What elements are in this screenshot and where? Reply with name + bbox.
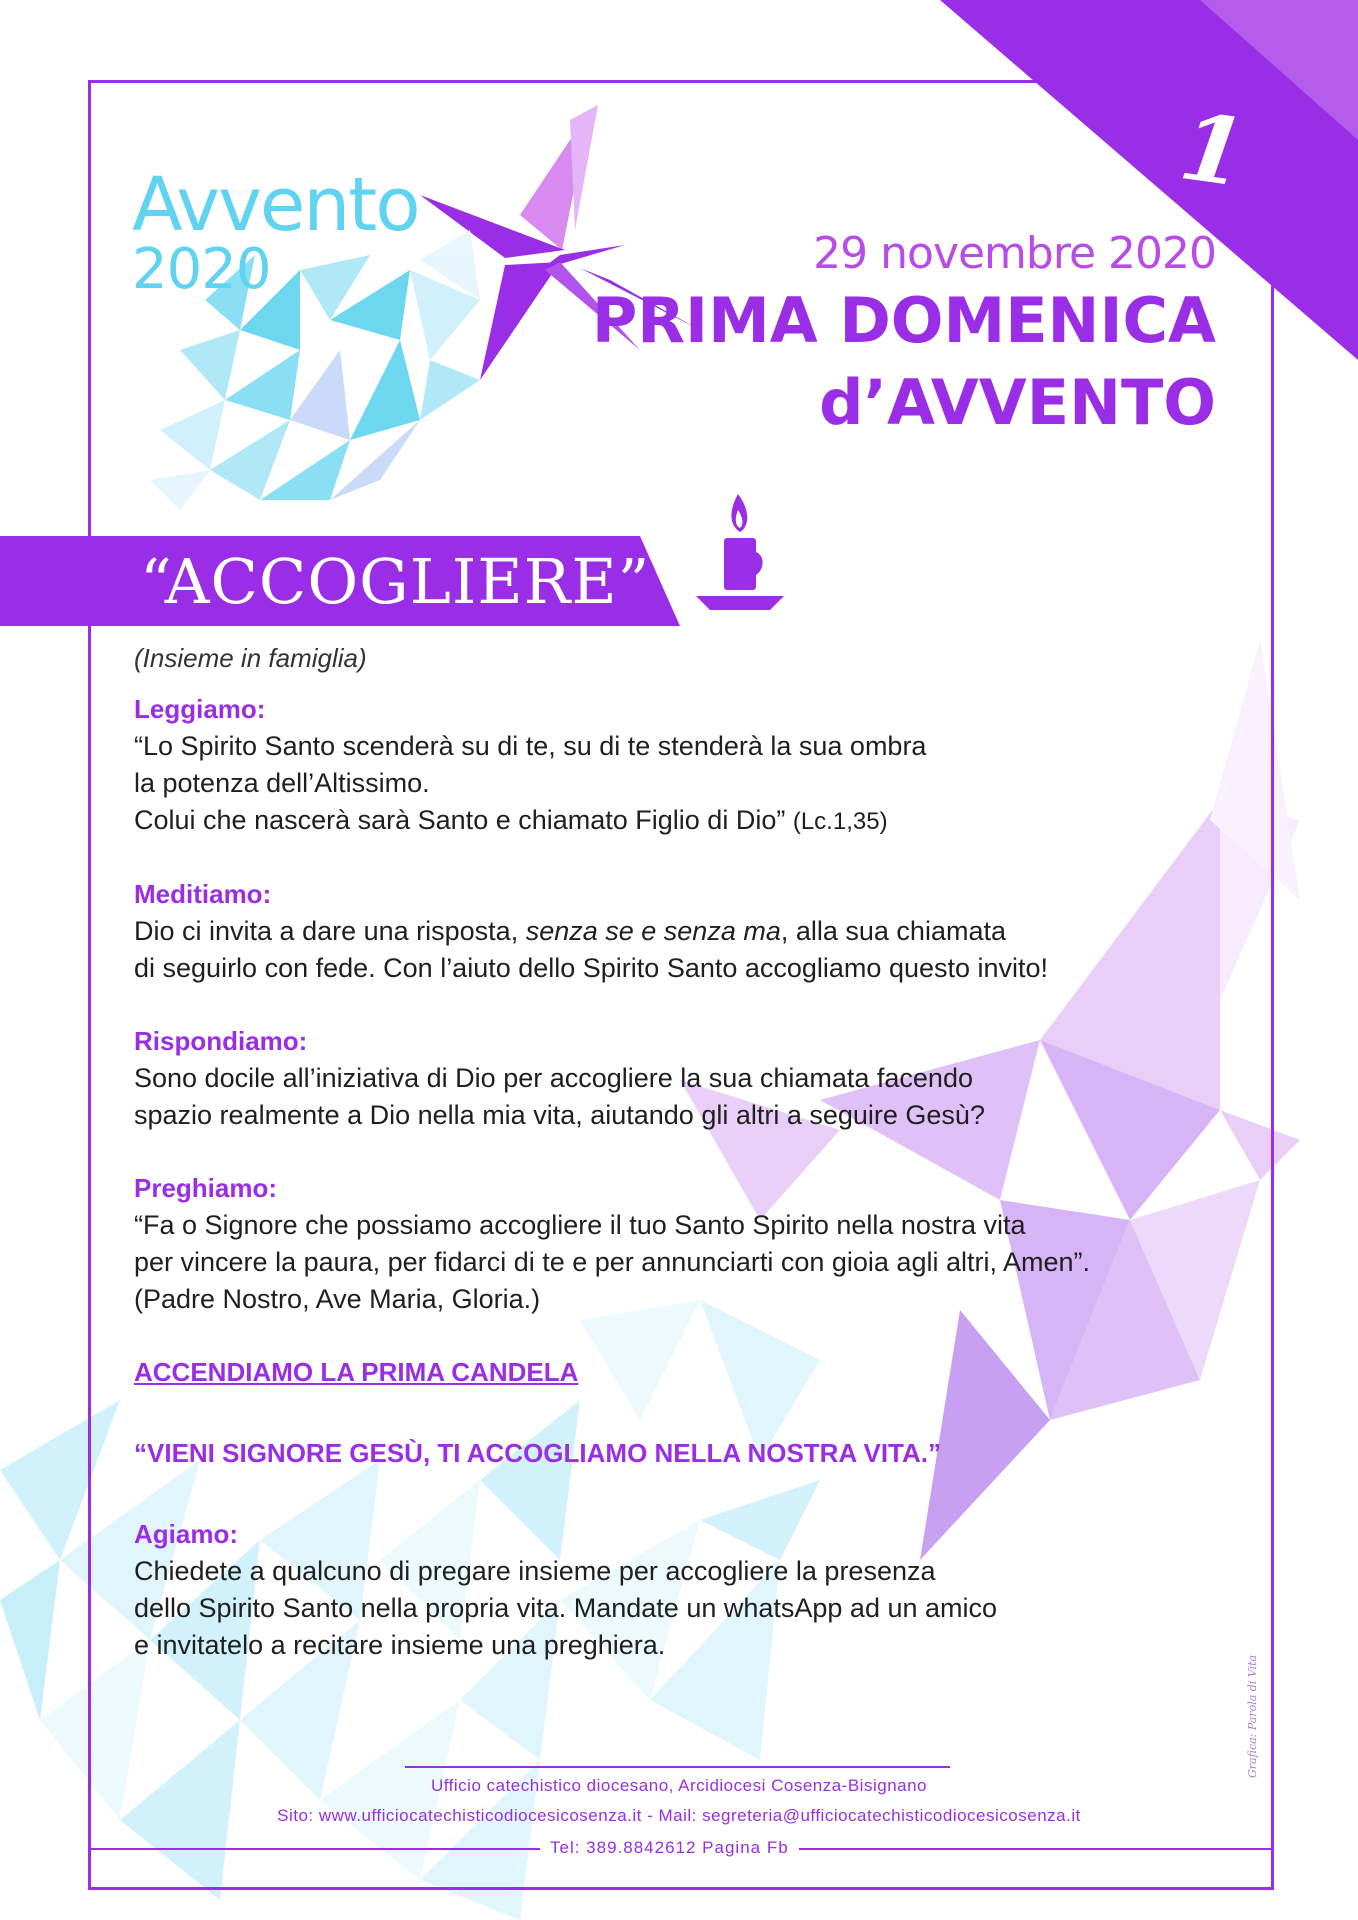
agiamo-line3: e invitatelo a recitare insieme una preghiera. [134, 1630, 666, 1660]
action-title: ACCENDIAMO LA PRIMA CANDELA [134, 1357, 579, 1387]
leggiamo-line2: la potenza dell’Altissimo. [134, 768, 430, 798]
date: 29 novembre 2020 [813, 228, 1216, 279]
candle-icon [690, 492, 790, 622]
agiamo-line1: Chiedete a qualcuno di pregare insieme per accogliere la presenza [134, 1556, 936, 1586]
main-content [134, 640, 1134, 1700]
footer-office: Ufficio catechistico diocesano, Arcidiocesi Cosenza-Bisignano [430, 1776, 928, 1795]
meditiamo-line1-a: Dio ci invita a dare una risposta, [134, 916, 526, 946]
agiamo-line2: dello Spirito Santo nella propria vita. Mandate un whatsApp ad un amico [134, 1593, 998, 1623]
meditiamo-line1-b: , alla sua chiamata [780, 916, 1006, 946]
page-title-line1: PRIMA DOMENICA [591, 284, 1216, 357]
logo-avvento: Avvento [132, 162, 419, 248]
section-agiamo [134, 1516, 1134, 1664]
preghiamo-line3: (Padre Nostro, Ave Maria, Gloria.) [134, 1284, 541, 1314]
footer-divider-top [405, 1766, 950, 1768]
leggiamo-line3 [134, 802, 1134, 840]
heading-leggiamo: Leggiamo: [134, 694, 266, 724]
preghiamo-line2: per vincere la paura, per fidarci di te e per annunciarti con gioia agli altri, Amen”. [134, 1247, 1091, 1277]
leggiamo-line1: “Lo Spirito Santo scenderà su di te, su di te stenderà la sua ombra [134, 731, 927, 761]
preghiamo-line1: “Fa o Signore che possiamo accogliere il tuo Santo Spirito nella nostra vita [134, 1210, 1026, 1240]
graphic-credit: Grafica: Parola di Vita [1246, 1654, 1259, 1778]
footer-contacts: Sito: www.ufficiocatechisticodiocesicosenza.it - Mail: segreteria@ufficiocatechisticodiocesicosenza.it [277, 1806, 1081, 1825]
section-preghiamo [134, 1170, 1134, 1318]
section-meditiamo [134, 876, 1134, 987]
bible-reference: (Lc.1,35) [792, 808, 888, 835]
invocation: “VIENI SIGNORE GESÙ, TI ACCOGLIAMO NELLA NOSTRA VITA.” [134, 1438, 941, 1468]
meditiamo-line2: di seguirlo con fede. Con l’aiuto dello Spirito Santo accogliamo questo invito! [134, 953, 1049, 983]
logo-year: 2020 [132, 237, 271, 302]
section-rispondiamo [134, 1023, 1134, 1134]
rispondiamo-line1: Sono docile all’iniziativa di Dio per accogliere la sua chiamata facendo [134, 1063, 973, 1093]
page-title-line2: d’AVVENTO [819, 366, 1216, 439]
heading-preghiamo: Preghiamo: [134, 1173, 278, 1203]
week-number: 1 [1173, 92, 1253, 208]
meditiamo-line1 [134, 913, 1134, 950]
heading-meditiamo: Meditiamo: [134, 879, 272, 909]
meditiamo-line1-emphasis: senza se e senza ma [525, 916, 781, 946]
subtitle: (Insieme in famiglia) [134, 643, 367, 673]
heading-agiamo: Agiamo: [134, 1519, 238, 1549]
rispondiamo-line2: spazio realmente a Dio nella mia vita, aiutando gli altri a seguire Gesù? [134, 1100, 985, 1130]
heading-rispondiamo: Rispondiamo: [134, 1026, 308, 1056]
leggiamo-line3-text: Colui che nascerà sarà Santo e chiamato Figlio di Dio” [134, 805, 786, 835]
theme-banner-text: “ACCOGLIERE” [140, 545, 651, 618]
footer-phone: Tel: 389.8842612 Pagina Fb [540, 1838, 799, 1858]
section-leggiamo [134, 691, 1134, 840]
